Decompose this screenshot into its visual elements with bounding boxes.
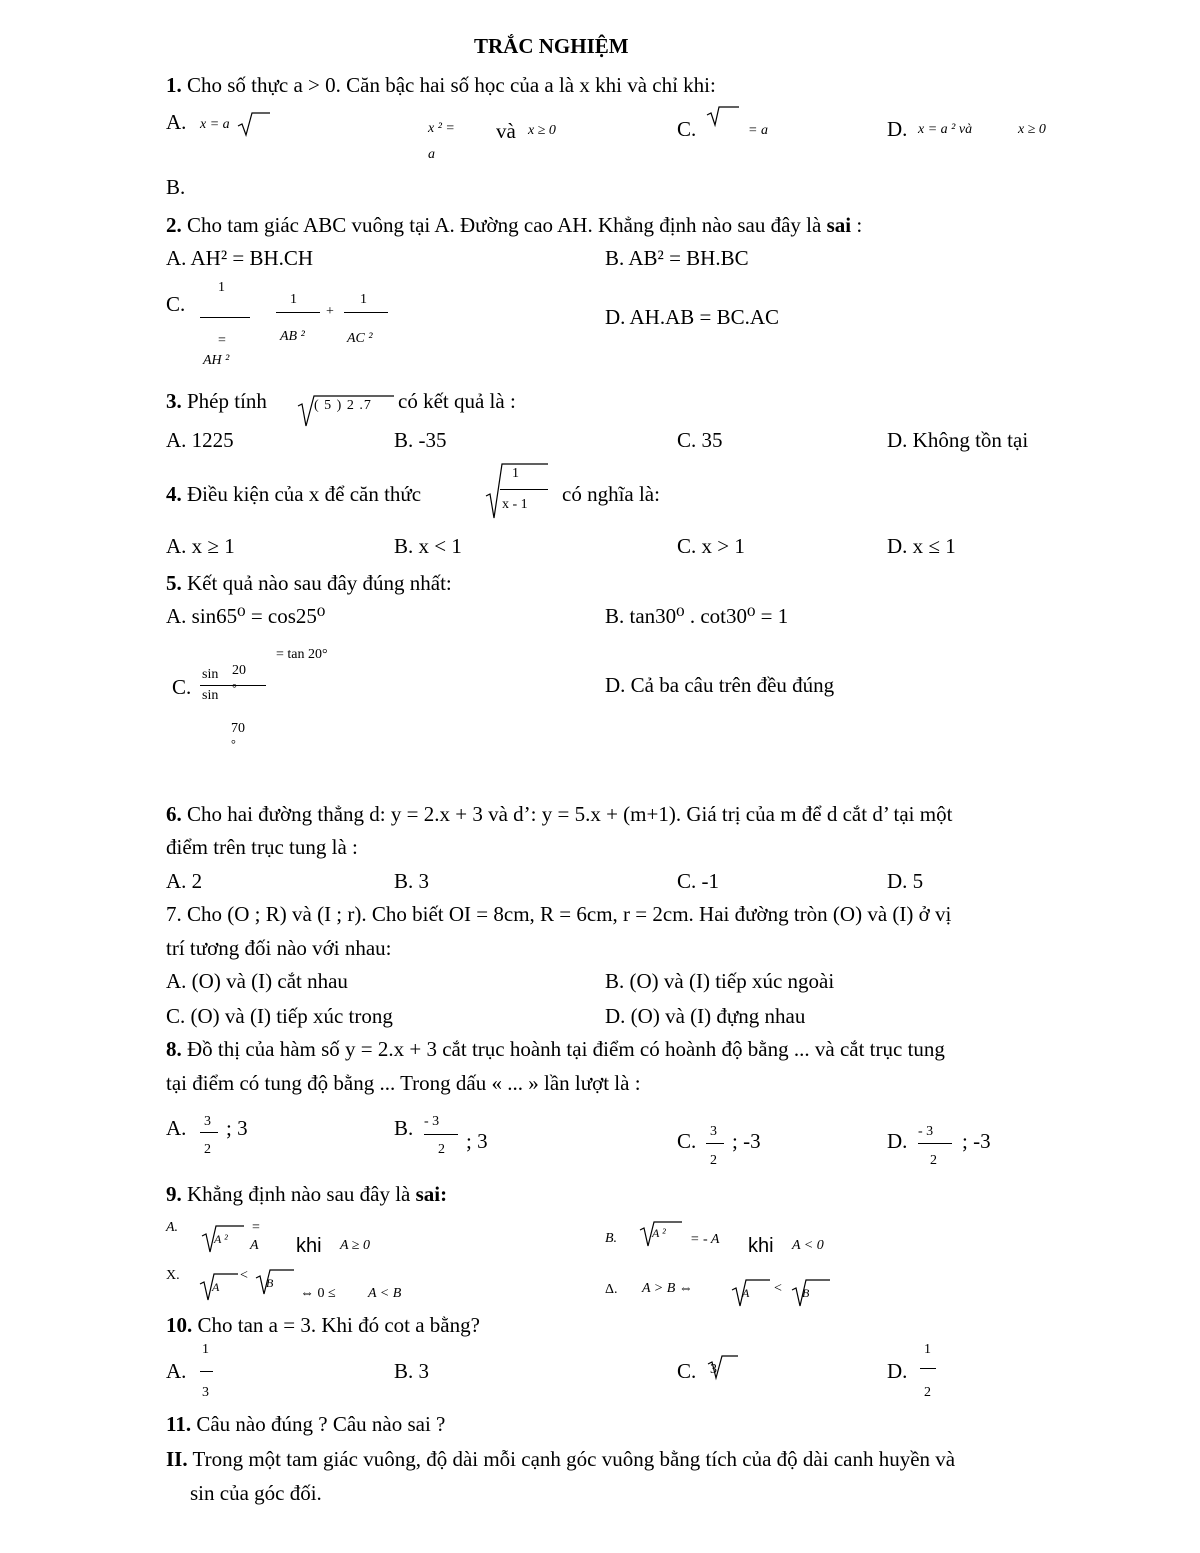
option-d: D. Không tồn tại [887, 428, 1029, 452]
question-6 [166, 802, 952, 826]
option-c-label: C. [677, 1359, 697, 1383]
option-b-rest: ; 3 [466, 1129, 488, 1153]
option-b-condition: A < 0 [792, 1238, 824, 1253]
option-d-math: x = a ² và [918, 122, 973, 137]
option-a: A. 2 [166, 869, 203, 893]
fraction-numerator: 1 [924, 1342, 931, 1357]
fraction-numerator: - 3 [424, 1114, 440, 1129]
option-d: D. x ≤ 1 [887, 534, 956, 558]
option-d-label: D. [887, 1129, 908, 1153]
option-c-label: X. [166, 1268, 180, 1283]
option-b: B. (O) và (I) tiếp xúc ngoài [605, 969, 835, 993]
degree-mark: ° [231, 737, 236, 751]
fraction-numerator: 1 [202, 1342, 209, 1357]
fraction-denominator: x - 1 [502, 497, 528, 512]
less-than-sign: < [240, 1268, 248, 1283]
option-b: B. -35 [394, 428, 447, 452]
question-number: 10. [166, 1313, 193, 1337]
option-c: C. x > 1 [677, 534, 745, 558]
question-number: 5. [166, 571, 182, 595]
plus-sign: + [326, 304, 334, 319]
radicand: B [266, 1276, 274, 1290]
question-number: 9. [166, 1182, 182, 1206]
question-text: Cho tan a = 3. Khi đó cot a bằng? [192, 1313, 480, 1337]
fraction-bar [200, 317, 250, 318]
angle-20: 20 [232, 663, 246, 678]
option-a-rhs: A [250, 1238, 259, 1253]
option-a-condition: A ≥ 0 [340, 1238, 370, 1253]
angle-70: 70 [231, 721, 245, 736]
question-number: 2. [166, 213, 182, 237]
option-a-label: A. [166, 1116, 187, 1140]
statement-text: Trong một tam giác vuông, độ dài mỗi cạnh góc vuông bằng tích của độ dài canh huyền và [187, 1447, 956, 1471]
question-text-end: có kết quả là : [398, 389, 516, 413]
question-6-line2: điểm trên trục tung là : [166, 835, 358, 859]
fraction-bar [706, 1143, 724, 1144]
option-c-label: C. [677, 1129, 697, 1153]
statement-label: II. [166, 1447, 188, 1471]
question-text: Kết quả nào sau đây đúng nhất: [181, 571, 452, 595]
option-a: A. 1225 [166, 428, 234, 452]
question-number: 6. [166, 802, 182, 826]
fraction-denominator: AC ² [347, 331, 373, 346]
question-text: Điều kiện của x để căn thức [181, 482, 422, 506]
option-d-label: D. [887, 1359, 908, 1383]
fraction-denominator: 2 [930, 1153, 937, 1168]
fraction-bar [200, 1132, 218, 1133]
option-b-rhs: = - A [690, 1232, 720, 1247]
option-b: B. 3 [394, 869, 430, 893]
option-a-math: x = a [200, 117, 230, 132]
option-a: A. (O) và (I) cắt nhau [166, 969, 348, 993]
fraction-numerator: 1 [360, 292, 367, 307]
fraction-bar [200, 1371, 213, 1372]
option-d-label: D. [887, 117, 908, 141]
less-than-sign: < [774, 1281, 782, 1296]
question-text: Cho số thực a > 0. Căn bậc hai số học của a là x khi và chỉ khi: [181, 73, 716, 97]
radicand: B [802, 1286, 810, 1300]
fraction-numerator: 1 [218, 280, 225, 295]
tan-rhs: = tan 20° [276, 647, 328, 662]
question-number: 4. [166, 482, 182, 506]
option-c: C. -1 [677, 869, 719, 893]
option-a-when: khi [296, 1235, 322, 1257]
option-b-label: B. [166, 175, 186, 199]
option-b-math-bottom: a [428, 147, 435, 162]
sqrt-sign-icon [705, 105, 741, 133]
question-5 [166, 571, 452, 595]
equals-sign: = [218, 333, 226, 348]
option-b: B. 3 [394, 1359, 430, 1383]
option-c-label: C. [166, 292, 186, 316]
fraction-bar [500, 489, 548, 490]
question-8-line2: tại điểm có tung độ bằng ... Trong dấu « ... » lần lượt là : [166, 1071, 641, 1095]
sqrt-sign-icon [236, 111, 272, 137]
question-3 [166, 389, 267, 413]
radicand: A [742, 1286, 750, 1300]
option-b: B. AB² = BH.BC [605, 246, 749, 270]
sin-numerator: sin [202, 667, 219, 682]
option-c-math: = a [748, 123, 768, 138]
statement-II [166, 1447, 955, 1471]
question-number: 1. [166, 73, 182, 97]
question-text: Cho tam giác ABC vuông tại A. Đường cao AH. Khẳng định nào sau đây là [181, 213, 827, 237]
equals-sign: = [252, 1220, 260, 1235]
fraction-bar [918, 1143, 952, 1144]
sqrt-sign-icon [254, 1266, 296, 1296]
question-text-end: có nghĩa là: [562, 482, 660, 506]
option-b: B. tan30⁰ . cot30⁰ = 1 [605, 604, 789, 628]
fraction-numerator: 1 [512, 466, 519, 481]
question-7: 7. Cho (O ; R) và (I ; r). Cho biết OI = 8cm, R = 6cm, r = 2cm. Hai đường tròn (O) và (I) ở vị [166, 902, 952, 926]
option-c-label: C. [172, 675, 192, 699]
fraction-bar [424, 1134, 458, 1135]
question-1 [166, 73, 716, 97]
fraction-numerator: 1 [290, 292, 297, 307]
fraction-bar [344, 312, 388, 313]
sqrt-sign-icon [730, 1276, 772, 1310]
fraction-numerator: 3 [204, 1114, 211, 1129]
option-b-label: B. [394, 1116, 414, 1140]
option-c: C. 35 [677, 428, 723, 452]
fraction-denominator: AH ² [203, 353, 230, 368]
fraction-denominator: 2 [924, 1385, 931, 1400]
sqrt-sign-icon [790, 1276, 832, 1310]
option-b: B. x < 1 [394, 534, 462, 558]
question-text: Đồ thị của hàm số y = 2.x + 3 cắt trục hoành tại điểm có hoành độ bằng ... và cắt trục tung [181, 1037, 945, 1061]
question-text: Khẳng định nào sau đây là [181, 1182, 416, 1206]
option-d-rest: ; -3 [962, 1129, 991, 1153]
question-keyword: sai [826, 213, 852, 237]
question-8 [166, 1037, 945, 1061]
page-title: TRẮC NGHIỆM [474, 34, 629, 58]
option-b-when: khi [748, 1235, 774, 1257]
question-number: 8. [166, 1037, 182, 1061]
radicand: A ² [652, 1226, 666, 1240]
option-d: D. Cả ba câu trên đều đúng [605, 673, 835, 697]
option-c-rest: ; -3 [732, 1129, 761, 1153]
fraction-denominator: 2 [710, 1153, 717, 1168]
radicand: 3 [710, 1362, 717, 1377]
option-a: A. sin65⁰ = cos25⁰ [166, 604, 326, 628]
fraction-bar [276, 312, 320, 313]
option-b-math-top: x ² = [428, 121, 455, 136]
question-text: Phép tính [181, 389, 267, 413]
option-b-condition: x ≥ 0 [528, 123, 556, 138]
option-a-label: A. [166, 110, 187, 134]
option-a-label: A. [166, 1359, 187, 1383]
fraction-denominator: 2 [438, 1142, 445, 1157]
radicand: A ² [214, 1232, 228, 1246]
question-number: 3. [166, 389, 182, 413]
option-d-text: A > B ⇔ [642, 1281, 693, 1296]
option-d: D. 5 [887, 869, 924, 893]
question-keyword: sai: [415, 1182, 448, 1206]
question-text: Cho hai đường thẳng d: y = 2.x + 3 và d’: y = 5.x + (m+1). Giá trị của m để d cắt d’ tại một [181, 802, 953, 826]
fraction-denominator: AB ² [280, 329, 305, 344]
question-7-line2: trí tương đối nào với nhau: [166, 936, 392, 960]
option-c-rhs: ⇔ 0 ≤ [300, 1286, 336, 1301]
question-10 [166, 1313, 480, 1337]
radicand: A [212, 1280, 220, 1294]
question-number: 11. [166, 1412, 192, 1436]
option-a-rest: ; 3 [226, 1116, 248, 1140]
fraction-numerator: - 3 [918, 1124, 934, 1139]
option-d-label: Δ. [605, 1282, 618, 1297]
degree-mark: ° [232, 681, 237, 695]
statement-II-line2: sin của góc đối. [190, 1481, 322, 1505]
question-2 [166, 213, 862, 237]
option-c-label: C. [677, 117, 697, 141]
option-c: C. (O) và (I) tiếp xúc trong [166, 1004, 393, 1028]
question-11 [166, 1412, 445, 1436]
fraction-bar [920, 1368, 936, 1369]
question-4 [166, 482, 421, 506]
question-text: Câu nào đúng ? Câu nào sai ? [191, 1412, 446, 1436]
option-a: A. x ≥ 1 [166, 534, 235, 558]
radicand: ( 5 ) 2 .7 [314, 398, 372, 413]
question-text-end: : [851, 213, 863, 237]
fraction-denominator: 3 [202, 1385, 209, 1400]
option-d: D. (O) và (I) đựng nhau [605, 1004, 806, 1028]
option-d-condition: x ≥ 0 [1018, 122, 1046, 137]
option-b-label: B. [605, 1231, 618, 1246]
option-c-rhs2: A < B [368, 1286, 402, 1301]
option-b-and: và [496, 119, 516, 143]
sin-denominator: sin [202, 688, 219, 703]
option-a: A. AH² = BH.CH [166, 246, 314, 270]
question-9 [166, 1182, 447, 1206]
option-a-label: A. [166, 1220, 179, 1235]
fraction-denominator: 2 [204, 1142, 211, 1157]
option-d: D. AH.AB = BC.AC [605, 305, 780, 329]
fraction-numerator: 3 [710, 1124, 717, 1139]
